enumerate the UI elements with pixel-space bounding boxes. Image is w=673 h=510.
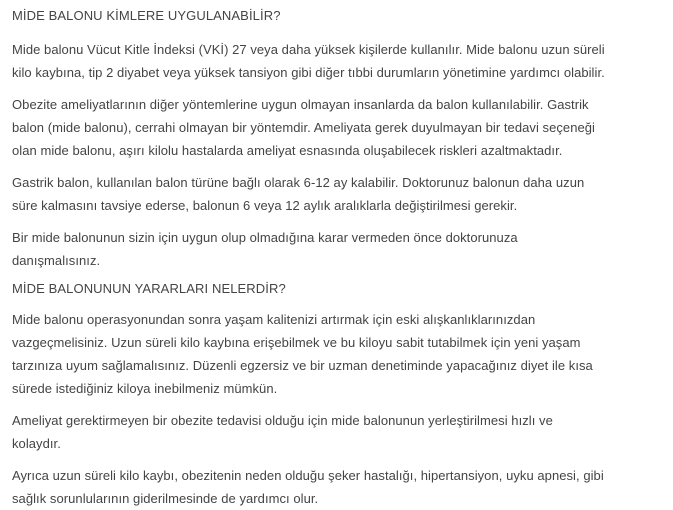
section-heading-who: MİDE BALONU KİMLERE UYGULANABİLİR? bbox=[12, 8, 281, 23]
text-line: vazgeçmelisiniz. Uzun süreli kilo kaybına erişebilmek ve bu kiloyu sabit tutabilmek için yeni yaşam bbox=[12, 335, 581, 350]
paragraph-obesity-surgery bbox=[12, 93, 661, 162]
text-line: sürede istediğiniz kiloya inebilmeniz mümkün. bbox=[12, 381, 278, 396]
text-line: tarzınıza uyum sağlamalısınız. Düzenli egzersiz ve bir uzman denetiminde yapacağınız diyet ile kısa bbox=[12, 358, 593, 373]
paragraph-bmi bbox=[12, 38, 661, 84]
text-line: sağlık sorunlularının giderilmesinde de yardımcı olur. bbox=[12, 491, 319, 506]
text-line: olan mide balonu, aşırı kilolu hastalarda ameliyat esnasında oluşabilecek riskleri azaltmaktadır. bbox=[12, 143, 563, 158]
paragraph-health-benefits bbox=[12, 464, 661, 510]
text-line: kolaydır. bbox=[12, 436, 61, 451]
text-line: Bir mide balonunun sizin için uygun olup olmadığına karar vermeden önce doktorunuza bbox=[12, 230, 518, 245]
text-line: Mide balonu Vücut Kitle İndeksi (VKİ) 27 veya daha yüksek kişilerde kullanılır. Mide balonu uzun süreli bbox=[12, 42, 605, 57]
text-line: süre kalmasını tavsiye ederse, balonun 6 veya 12 aylık aralıklarla değiştirilmesi gerekir. bbox=[12, 198, 518, 213]
paragraph-consult-doctor bbox=[12, 226, 661, 272]
text-line: Obezite ameliyatlarının diğer yöntemlerine uygun olmayan insanlarda da balon kullanılabilir. Gastrik bbox=[12, 97, 589, 112]
text-line: kilo kaybına, tip 2 diyabet veya yüksek tansiyon gibi diğer tıbbi durumların yönetimine yardımcı olabilir. bbox=[12, 65, 605, 80]
text-line: balon (mide balonu), cerrahi olmayan bir yöntemdir. Ameliyata gerek duyulmayan bir tedavi seçeneği bbox=[12, 120, 595, 135]
paragraph-duration bbox=[12, 171, 661, 217]
text-line: danışmalısınız. bbox=[12, 253, 101, 268]
paragraph-lifestyle bbox=[12, 308, 661, 400]
text-line: Ayrıca uzun süreli kilo kaybı, obezitenin neden olduğu şeker hastalığı, hipertansiyon, uyku apnesi, gibi bbox=[12, 468, 604, 483]
text-line: Gastrik balon, kullanılan balon türüne bağlı olarak 6-12 ay kalabilir. Doktorunuz balonun daha uzun bbox=[12, 175, 585, 190]
text-line: Mide balonu operasyonundan sonra yaşam kalitenizi artırmak için eski alışkanlıklarınızdan bbox=[12, 312, 536, 327]
paragraph-non-surgical bbox=[12, 409, 661, 455]
text-line: Ameliyat gerektirmeyen bir obezite tedavisi olduğu için mide balonunun yerleştirilmesi hızlı ve bbox=[12, 413, 553, 428]
section-heading-benefits: MİDE BALONUNUN YARARLARI NELERDİR? bbox=[12, 281, 286, 296]
